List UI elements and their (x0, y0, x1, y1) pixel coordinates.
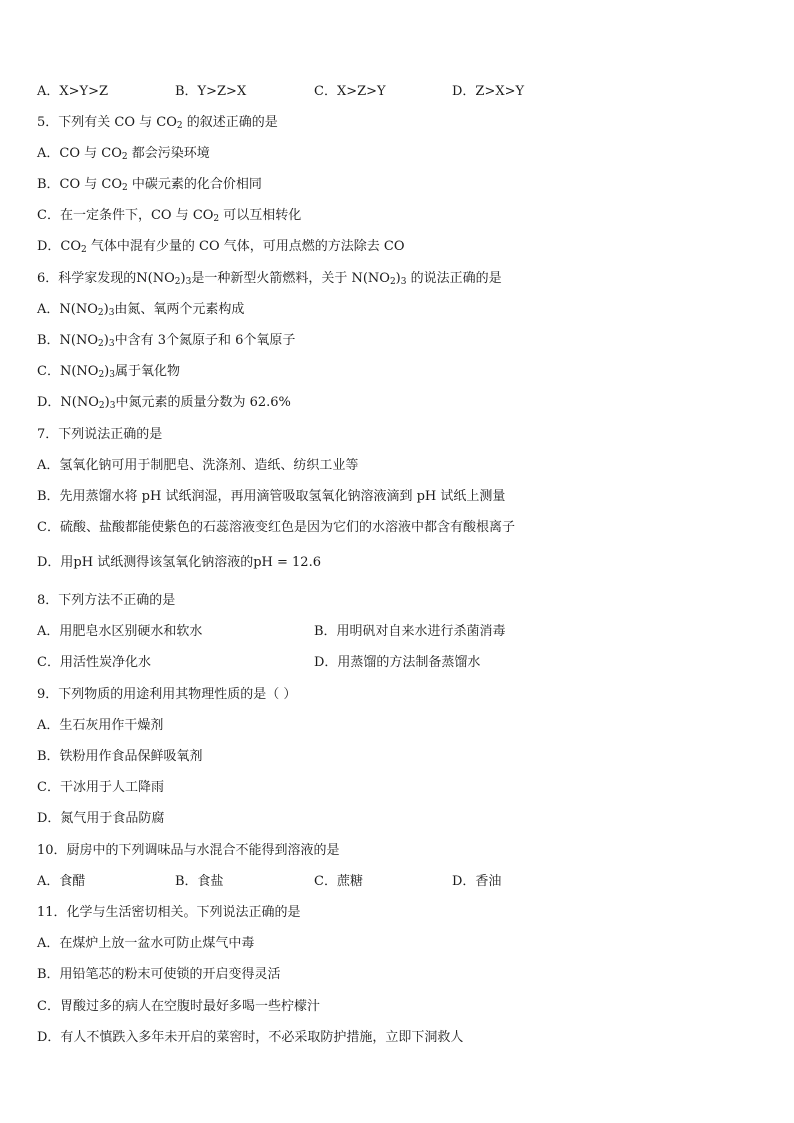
q6-option-d: D．$N(NO_2)_3$中氮元素的质量分数为 62.6% (37, 395, 291, 411)
q6-option-a: A．$N(NO_2)_3$由氮、氧两个元素构成 (37, 302, 245, 318)
q11-option-c: C．胃酸过多的病人在空腹时最好多喝一些柠檬汁 (37, 999, 320, 1014)
q10-stem: 10．厨房中的下列调味品与水混合不能得到溶液的是 (37, 843, 340, 858)
q9-option-a: A．生石灰用作干燥剂 (37, 718, 164, 733)
q8-option-c: C．用活性炭净化水 (37, 655, 151, 670)
q9-option-b: B．铁粉用作食品保鲜吸氧剂 (37, 749, 203, 764)
q4-option-b: B．Y>Z>X (175, 84, 247, 99)
q9-option-d: D．氮气用于食品防腐 (37, 811, 165, 826)
q8-option-d: D．用蒸馏的方法制备蒸馏水 (314, 655, 481, 670)
q5-option-c: C．在一定条件下，CO 与 $CO_2$ 可以互相转化 (37, 208, 302, 224)
q7-stem: 7．下列说法正确的是 (37, 427, 163, 442)
q9-stem: 9．下列物质的用途利用其物理性质的是（ ） (37, 687, 297, 702)
q7-option-a: A．氢氧化钠可用于制肥皂、洗涤剂、造纸、纺织工业等 (37, 458, 359, 473)
q5-option-a: A．CO 与 $CO_2$ 都会污染环境 (37, 146, 210, 162)
q11-option-d: D．有人不慎跌入多年未开启的菜窖时，不必采取防护措施，立即下洞救人 (37, 1030, 464, 1045)
q8-option-a: A．用肥皂水区别硬水和软水 (37, 624, 203, 639)
q10-option-a: A．食醋 (37, 874, 86, 889)
q4-option-c: C．X>Z>Y (314, 84, 386, 99)
q4-option-a: A．X>Y>Z (37, 84, 109, 99)
q10-option-b: B．食盐 (175, 874, 224, 889)
q8-option-b: B．用明矾对自来水进行杀菌消毒 (314, 624, 506, 639)
q6-stem: 6．科学家发现的$N(NO_2)_3$是一种新型火箭燃料，关于 $N(NO_2)_3$ 的说法正确的是 (37, 271, 502, 287)
q6-option-b: B．$N(NO_2)_3$中含有 3个氮原子和 6个氧原子 (37, 333, 296, 349)
q11-option-b: B．用铅笔芯的粉末可使锁的开启变得灵活 (37, 967, 281, 982)
q7-option-c: C．硫酸、盐酸都能使紫色的石蕊溶液变红色是因为它们的水溶液中都含有酸根离子 (37, 520, 515, 535)
q5-stem: 5．下列有关 CO 与 $CO_2$ 的叙述正确的是 (37, 115, 278, 131)
q4-option-d: D．Z>X>Y (452, 84, 525, 99)
q9-option-c: C．干冰用于人工降雨 (37, 780, 164, 795)
q6-option-c: C．$N(NO_2)_3$属于氧化物 (37, 364, 180, 380)
q11-option-a: A．在煤炉上放一盆水可防止煤气中毒 (37, 936, 255, 951)
q5-option-d: D．$CO_2$ 气体中混有少量的 CO 气体，可用点燃的方法除去 CO (37, 239, 405, 255)
q11-stem: 11．化学与生活密切相关。下列说法正确的是 (37, 905, 301, 920)
q10-option-d: D．香油 (452, 874, 502, 889)
q7-option-d: D．用pH 试纸测得该氢氧化钠溶液的pH = 12.6 (37, 555, 321, 570)
q7-option-b: B．先用蒸馏水将 pH 试纸润湿，再用滴管吸取氢氧化钠溶液滴到 pH 试纸上测量 (37, 489, 506, 504)
q8-stem: 8．下列方法不正确的是 (37, 593, 176, 608)
q5-option-b: B．CO 与 $CO_2$ 中碳元素的化合价相同 (37, 177, 262, 193)
q10-option-c: C．蔗糖 (314, 874, 363, 889)
